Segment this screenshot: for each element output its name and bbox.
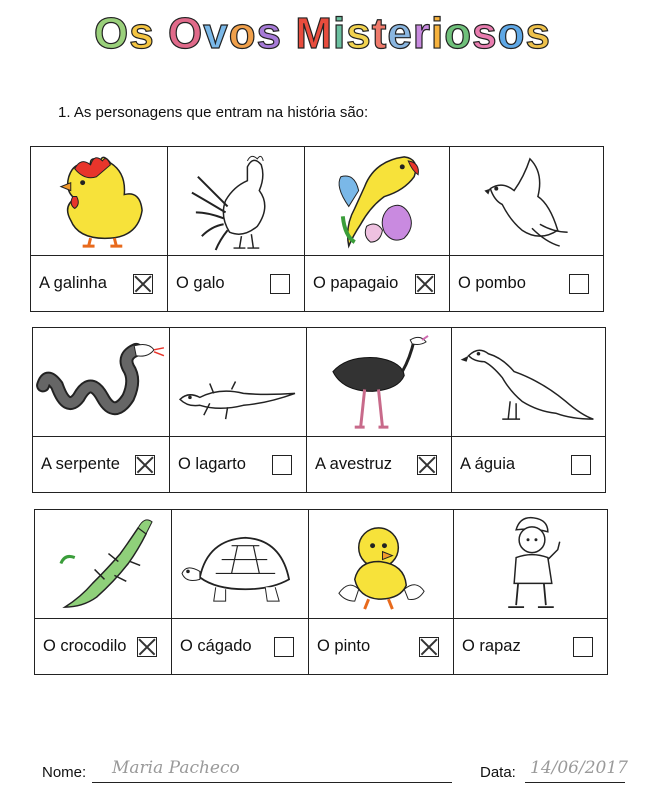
characters-row-2 <box>32 327 606 493</box>
question-text: 1. As personagens que entram na história são: <box>58 104 369 121</box>
character-label: O galo <box>176 274 225 292</box>
hen-icon <box>31 147 167 256</box>
checkbox[interactable] <box>135 455 155 475</box>
character-cell <box>450 147 603 311</box>
character-cell <box>170 328 307 492</box>
name-field-line <box>92 782 452 783</box>
dove-icon <box>450 147 603 256</box>
character-label: O pinto <box>317 637 371 655</box>
character-cell <box>33 328 170 492</box>
title-letter: O <box>94 9 130 58</box>
lizard-icon <box>170 328 306 437</box>
checkbox[interactable] <box>419 637 439 657</box>
title-letter: o <box>497 9 526 58</box>
character-label: A serpente <box>41 455 120 473</box>
character-cell <box>31 147 168 311</box>
title-letter: o <box>444 9 473 58</box>
name-field[interactable]: Maria Pacheco <box>112 758 240 778</box>
checkbox[interactable] <box>571 455 591 475</box>
character-label: O lagarto <box>178 455 246 473</box>
page-title <box>0 6 645 62</box>
character-cell <box>35 510 172 674</box>
character-cell <box>452 328 605 492</box>
characters-row-3 <box>34 509 608 675</box>
character-cell <box>168 147 305 311</box>
title-letter: s <box>346 9 372 58</box>
eagle-icon <box>452 328 605 437</box>
character-label: O papagaio <box>313 274 399 292</box>
checkbox[interactable] <box>274 637 294 657</box>
snake-icon <box>33 328 169 437</box>
ostrich-icon <box>307 328 451 437</box>
character-cell <box>305 147 450 311</box>
character-label: O rapaz <box>462 637 521 655</box>
character-cell <box>172 510 309 674</box>
character-cell <box>307 328 452 492</box>
title-letter <box>282 9 295 58</box>
character-label: A avestruz <box>315 455 393 473</box>
turtle-icon <box>172 510 308 619</box>
title-letter: s <box>129 9 155 58</box>
character-label: O pombo <box>458 274 526 292</box>
character-label: O cágado <box>180 637 252 655</box>
title-letter: e <box>387 9 413 58</box>
characters-row-1 <box>30 146 604 312</box>
checkbox[interactable] <box>133 274 153 294</box>
boy-icon <box>454 510 607 619</box>
parrot-icon <box>305 147 449 256</box>
character-cell <box>454 510 607 674</box>
checkbox[interactable] <box>272 455 292 475</box>
title-letter: o <box>228 9 257 58</box>
chick-icon <box>309 510 453 619</box>
title-letter: r <box>412 9 431 58</box>
title-letter: O <box>168 9 204 58</box>
title-letter <box>155 9 168 58</box>
date-label: Data: <box>480 764 516 781</box>
title-letter: i <box>430 9 445 58</box>
date-field[interactable]: 14/06/2017 <box>530 758 628 778</box>
name-label: Nome: <box>42 764 87 781</box>
title-letter: v <box>203 9 229 58</box>
checkbox[interactable] <box>137 637 157 657</box>
character-label: O crocodilo <box>43 637 127 655</box>
character-cell <box>309 510 454 674</box>
checkbox[interactable] <box>573 637 593 657</box>
checkbox[interactable] <box>270 274 290 294</box>
title-letter: s <box>472 9 498 58</box>
rooster-icon <box>168 147 304 256</box>
crocodile-icon <box>35 510 171 619</box>
title-letter: t <box>371 9 388 58</box>
character-label: A galinha <box>39 274 107 292</box>
checkbox[interactable] <box>417 455 437 475</box>
character-label: A águia <box>460 455 516 473</box>
date-field-line <box>525 782 625 783</box>
title-letter: M <box>295 9 333 58</box>
title-letter: i <box>332 9 347 58</box>
checkbox[interactable] <box>569 274 589 294</box>
checkbox[interactable] <box>415 274 435 294</box>
title-letter: s <box>256 9 283 58</box>
title-letter: s <box>525 9 551 58</box>
